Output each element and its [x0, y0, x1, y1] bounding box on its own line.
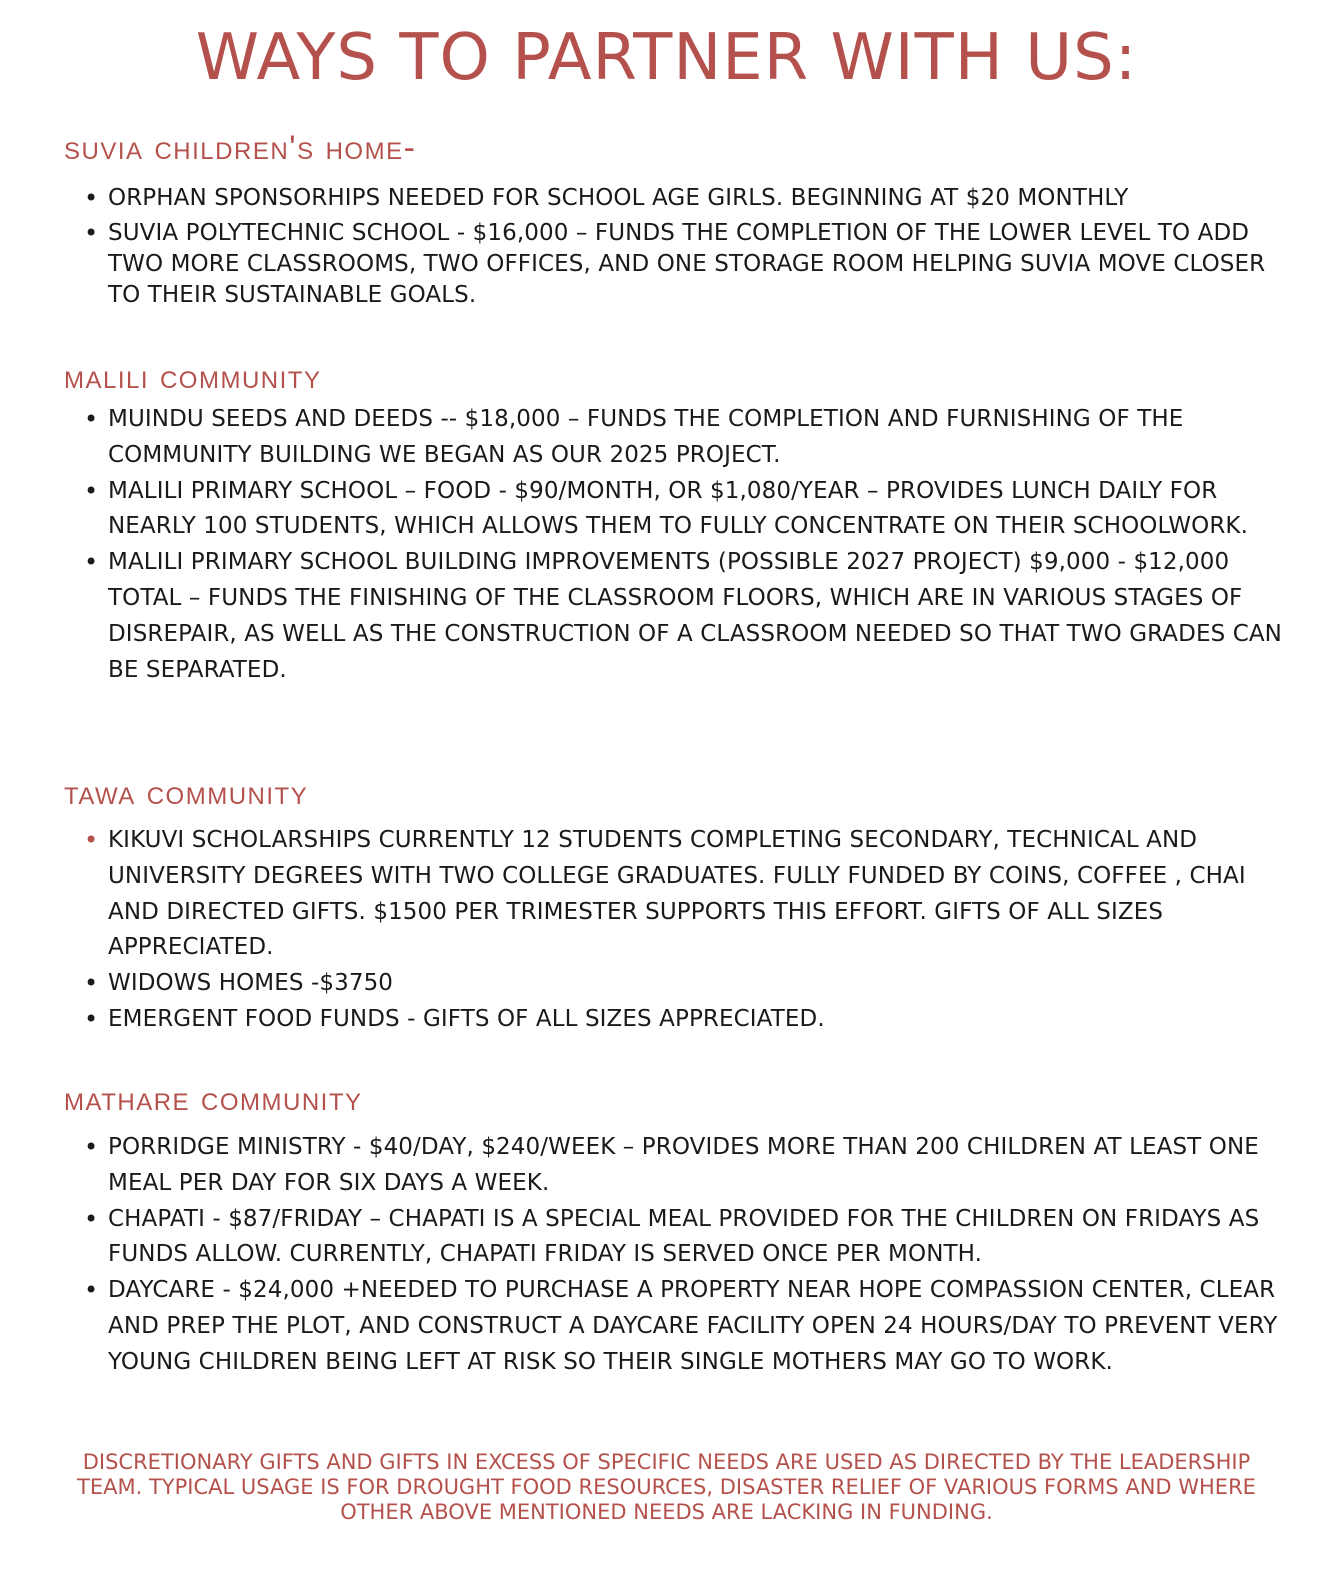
list-item: [84, 181, 1284, 217]
section-heading-malili: malili community: [64, 358, 322, 396]
bullet-icon: •: [84, 1204, 99, 1233]
section-heading-suvia: suvia children's home-: [64, 129, 417, 167]
bullet-icon: •: [84, 405, 99, 433]
list-item-text: CHAPATI - $87/FRIDAY – CHAPATI IS A SPECIAL MEAL PROVIDED FOR THE CHILDREN ON FRIDAYS AS FUNDS ALLOW. CURRENTLY, CHAPATI FRIDAY IS SERVED ONCE PER MONTH.: [108, 1205, 1260, 1268]
page-title: WAYS TO PARTNER WITH US:: [195, 21, 1138, 95]
list-item: [84, 545, 1284, 688]
list-item-text: KIKUVI SCHOLARSHIPS CURRENTLY 12 STUDENTS COMPLETING SECONDARY, TECHNICAL AND UNIVERSITY DEGREES WITH TWO COLLEGE GRADUATES. FULLY FUNDED BY COINS, COFFEE , CHAI AND DIRECTED GIFTS. $1500 PER TRIMESTER SUPPORTS THIS EFFORT. GIFTS OF ALL SIZES APPRECIATED.: [108, 827, 1246, 961]
list-item-text: SUVIA POLYTECHNIC SCHOOL - $16,000 – FUNDS THE COMPLETION OF THE LOWER LEVEL TO ADD TWO MORE CLASSROOMS, TWO OFFICES, AND ONE STORAGE ROOM HELPING SUVIA MOVE CLOSER TO THEIR SUSTAINABLE GOALS.: [108, 219, 1266, 308]
bullet-icon: •: [84, 1276, 99, 1305]
list-item: [84, 402, 1284, 474]
section-heading-mathare: mathare community: [64, 1080, 363, 1118]
discretionary-gifts-note: DISCRETIONARY GIFTS AND GIFTS IN EXCESS OF SPECIFIC NEEDS ARE USED AS DIRECTED BY THE LEADERSHIP TEAM. TYPICAL USAGE IS FOR DROUGHT FOOD RESOURCES, DISASTER RELIEF OF VARIOUS FORMS AND WHERE OTHER ABOVE MENTIONED NEEDS ARE LACKING IN FUNDING.: [77, 1450, 1256, 1524]
list-item-text: DAYCARE - $24,000 +NEEDED TO PURCHASE A PROPERTY NEAR HOPE COMPASSION CENTER, CLEAR AND PREP THE PLOT, AND CONSTRUCT A DAYCARE FACILITY OPEN 24 HOURS/DAY TO PREVENT VERY YOUNG CHILDREN BEING LEFT AT RISK SO THEIR SINGLE MOTHERS MAY GO TO WORK.: [108, 1277, 1278, 1375]
tawa-items-list: [84, 823, 1284, 1038]
list-item-text: MUINDU SEEDS AND DEEDS -- $18,000 – FUNDS THE COMPLETION AND FURNISHING OF THE COMMUNITY BUILDING WE BEGAN AS OUR 2025 PROJECT.: [108, 406, 1184, 468]
list-item-text: MALILI PRIMARY SCHOOL – FOOD - $90/MONTH, OR $1,080/YEAR – PROVIDES LUNCH DAILY FOR NEARLY 100 STUDENTS, WHICH ALLOWS THEM TO FULLY CONCENTRATE ON THEIR SCHOOLWORK.: [108, 477, 1249, 540]
list-item: [84, 1002, 1284, 1038]
section-heading-tawa: tawa community: [64, 774, 309, 812]
bullet-icon: •: [84, 476, 99, 505]
list-item: [84, 218, 1284, 311]
list-item: [84, 823, 1284, 966]
list-item-text: WIDOWS HOMES -$3750: [108, 970, 394, 997]
bullet-icon: •: [84, 548, 99, 577]
malili-items-list: [84, 402, 1284, 688]
bullet-icon: •: [84, 826, 99, 854]
list-item: [84, 966, 1284, 1002]
list-item-text: MALILI PRIMARY SCHOOL BUILDING IMPROVEMENTS (POSSIBLE 2027 PROJECT) $9,000 - $12,000 TOTAL – FUNDS THE FINISHING OF THE CLASSROOM FLOORS, WHICH ARE IN VARIOUS STAGES OF DISREPAIR, AS WELL AS THE CONSTRUCTION OF A CLASSROOM NEEDED SO THAT TWO GRADES CAN BE SEPARATED.: [108, 549, 1282, 683]
bullet-icon: •: [84, 1133, 99, 1161]
list-item-text: ORPHAN SPONSORHIPS NEEDED FOR SCHOOL AGE GIRLS. BEGINNING AT $20 MONTHLY: [108, 185, 1129, 211]
list-item-text: EMERGENT FOOD FUNDS - GIFTS OF ALL SIZES APPRECIATED.: [108, 1005, 825, 1032]
bullet-icon: •: [84, 184, 99, 212]
bullet-icon: •: [84, 1004, 99, 1033]
list-item: [84, 1130, 1284, 1202]
suvia-items-list: [84, 181, 1284, 311]
bullet-icon: •: [84, 969, 99, 998]
bullet-icon: •: [84, 218, 99, 247]
mathare-items-list: [84, 1130, 1284, 1381]
list-item: [84, 1273, 1284, 1380]
list-item-text: PORRIDGE MINISTRY - $40/DAY, $240/WEEK – PROVIDES MORE THAN 200 CHILDREN AT LEAST ONE MEAL PER DAY FOR SIX DAYS A WEEK.: [108, 1134, 1259, 1196]
list-item: [84, 1202, 1284, 1274]
list-item: [84, 474, 1284, 546]
